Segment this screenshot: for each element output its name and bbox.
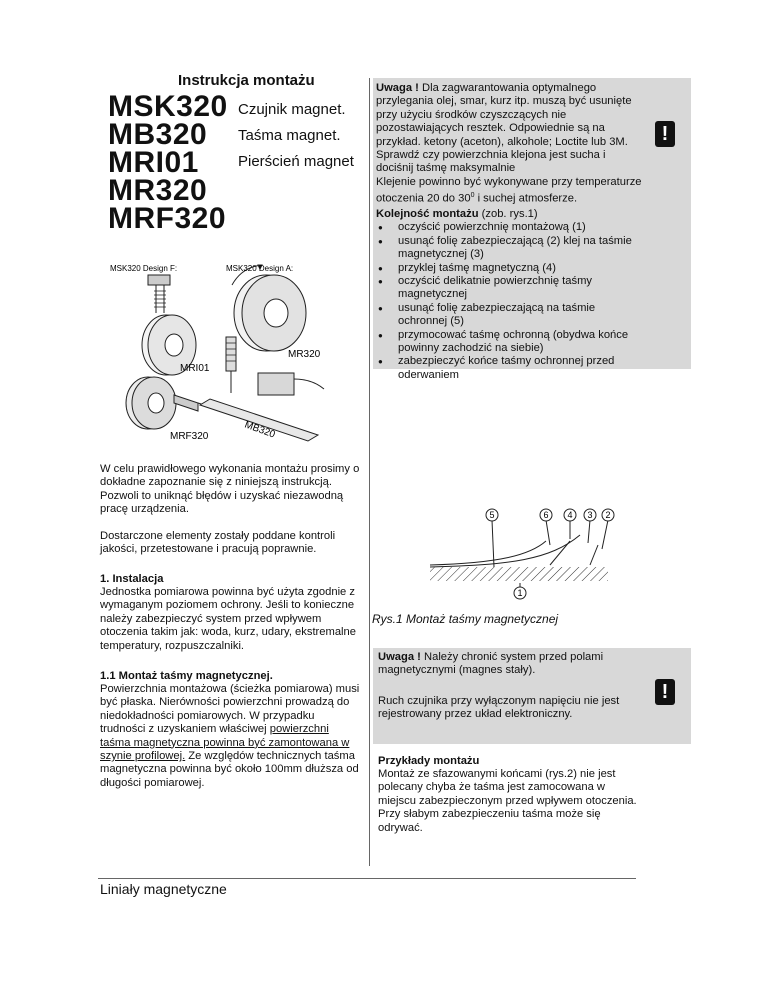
mounting-order-heading — [376, 208, 638, 221]
desc-ring: Pierścień magnet — [238, 153, 354, 170]
warning-2-note: Ruch czujnika przy wyłączonym napięciu nie jest rejestrowany przez układ elektroniczny. — [378, 695, 620, 721]
examples-text: Montaż ze sfazowanymi końcami (rys.2) nie jest polecany chyba że taśma jest zamocowana w miejscu zabezpieczonym przed wpływem otoczenia. Przy słabym zabezpieczeniu taśma może się odrywać. — [378, 768, 637, 834]
desc-sensor: Czujnik magnet. — [238, 101, 346, 118]
page-title: Instrukcja montażu — [178, 72, 315, 89]
column-divider — [369, 78, 370, 866]
mounting-order-title: Kolejność montażu — [376, 208, 479, 220]
label-mri01: MRI01 — [180, 363, 210, 374]
warning-1-text — [376, 82, 642, 206]
warning-2-label: Uwaga ! — [378, 651, 421, 663]
warning-2-text — [378, 651, 640, 678]
exclamation-icon: ! — [655, 679, 675, 705]
tape-mounting-diagram — [420, 505, 620, 605]
section-1-1-text-a: Powierzchnia montażowa (ścieżka pomiarowa) musi być płaska. Nierówności powierzchni prowadzą do niedokładności pomiarowych. W przypadku trudności z uzyskaniem właściwej — [100, 683, 360, 736]
label-mb320: MB320 — [242, 419, 277, 441]
section-1-1-text-underlined: powierzchni taśma magnetyczna powinna być zamontowana w szynie profilowej. — [100, 723, 350, 763]
callout-3: 3 — [587, 510, 593, 520]
warning-1-temp-a: Klejenie powinno być wykonywane przy temperaturze otoczenia 20 do 30 — [376, 175, 642, 205]
model-descriptions — [238, 97, 354, 175]
footer-divider — [98, 878, 636, 879]
step-item: ● przyklej taśmę magnetyczną (4) — [376, 262, 638, 275]
warning-1-body: Dla zagwarantowania optymalnego przylegania olej, smar, kurz itp. muszą być usunięte przy użyciu środków czyszczących nie pozostawiających resztek. Odpowiednie są na przykład. ketony (aceton), alkohole; Loctite lub 3M. Sprawdź czy powierzchnia klejona jest sucha i dociśnij taśmę maksymalnie — [376, 82, 632, 175]
step-item: ● oczyścić delikatnie powierzchnię taśmy magnetycznej — [376, 275, 638, 302]
figure-caption: Rys.1 Montaż taśmy magnetycznej — [372, 612, 559, 626]
model-mrf320: MRF320 — [108, 202, 227, 235]
label-design-f: MSK320 Design F: — [110, 264, 178, 273]
callout-1: 1 — [517, 588, 523, 598]
warning-2-body: Należy chronić system przed polami magnetycznymi (magnes stały). — [378, 651, 604, 677]
callout-4: 4 — [567, 510, 573, 520]
exclamation-icon: ! — [655, 121, 675, 147]
mounting-steps — [376, 221, 638, 382]
step-item: ● usunąć folię zabezpieczającą na taśmie ochronnej (5) — [376, 302, 638, 329]
footer-text: Liniały magnetyczne — [100, 881, 227, 897]
warning-1-temp-b: i suchej atmosferze. — [474, 192, 578, 205]
mounting-surface — [430, 567, 608, 581]
step-item: ● przymocować taśmę ochronną (obydwa końce powinny zachodzić na siebie) — [376, 329, 638, 356]
label-mr320: MR320 — [288, 349, 321, 360]
warning-1-label: Uwaga ! — [376, 82, 419, 94]
section-1-text: Jednostka pomiarowa powinna być użyta zgodnie z wymaganym poziomem ochrony. Jeśli to konieczne należy zabezpieczyć system przed wpływem otoczenia takim jak: woda, kurz, udary, ekstremalne temperatury, rozpuszczalniki. — [100, 586, 356, 652]
step-item: ● zabezpieczyć końce taśmy ochronnej przed oderwaniem — [376, 355, 638, 382]
model-msk320: MSK320 — [108, 90, 228, 123]
label-mrf320: MRF320 — [170, 431, 209, 442]
model-mr320: MR320 — [108, 174, 208, 207]
mounting-order — [376, 208, 638, 382]
warning-1-deg: 0 — [470, 192, 475, 200]
callout-2: 2 — [605, 510, 611, 520]
callout-5: 5 — [489, 510, 495, 520]
step-item: ● oczyścić powierzchnię montażową (1) — [376, 221, 638, 234]
examples-title: Przykłady montażu — [378, 755, 480, 767]
model-list — [108, 90, 228, 235]
section-1-1-text-b: Ze względów technicznych taśma magnetyczna powinna być około 100mm dłuższa od długości pomiarowej. — [100, 750, 359, 789]
step-item: ● usunąć folię zabezpieczającą (2) klej na taśmie magnetycznej (3) — [376, 235, 638, 262]
section-1-1-text — [100, 683, 362, 790]
model-mb320: MB320 — [108, 118, 208, 151]
model-mri01: MRI01 — [108, 146, 199, 179]
mounting-order-ref: (zob. rys.1) — [478, 208, 538, 220]
label-design-a: MSK320 Design A: — [226, 264, 294, 273]
intro-paragraph: W celu prawidłowego wykonania montażu prosimy o dokładne zapoznanie się z niniejszą instrukcją. Pozwoli to uniknąć błędów i uzyskać niezawodną pracę urządzenia. — [100, 463, 360, 516]
callout-6: 6 — [543, 510, 549, 520]
product-illustration — [108, 255, 336, 445]
section-1-title: 1. Instalacja — [100, 573, 164, 585]
desc-tape: Taśma magnet. — [238, 127, 341, 144]
quality-paragraph: Dostarczone elementy zostały poddane kontroli jakości, przetestowane i pracują poprawnie. — [100, 530, 336, 556]
section-1-1-title: 1.1 Montaż taśmy magnetycznej. — [100, 670, 273, 682]
